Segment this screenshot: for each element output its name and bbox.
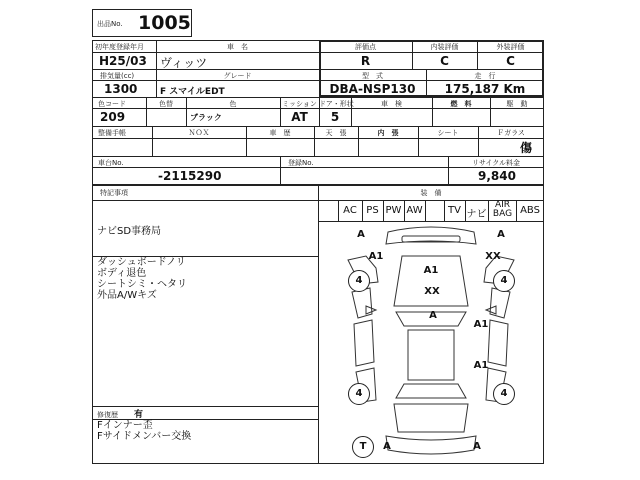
- score-value: R: [360, 54, 371, 68]
- lot-number-value: 1005: [138, 12, 191, 34]
- exterior-score-label: 外装評価: [496, 43, 525, 51]
- displacement-label: 排気量(cc): [100, 72, 135, 80]
- color-value: ブラック: [190, 113, 222, 122]
- maintenance-label: 整備手帳: [98, 129, 126, 137]
- mark-fender-left: A1: [368, 251, 384, 262]
- color-change-label: 色替: [159, 100, 173, 108]
- equipment-ac: AC: [343, 205, 357, 216]
- drive-label: 駆 動: [506, 100, 528, 108]
- inspection-label: 車 検: [381, 100, 402, 108]
- equipment-navi: ナビ: [466, 209, 487, 220]
- displacement-value: 1300: [104, 82, 138, 96]
- car-name-label: 車 名: [227, 43, 248, 51]
- mission-value: AT: [291, 110, 308, 124]
- color-code-label: 色コード: [98, 100, 126, 108]
- repair-detail-list: [97, 420, 191, 442]
- seat-label: シート: [437, 129, 459, 137]
- note-line: ダッシュボードノリ: [97, 257, 186, 268]
- registration-label: 登録No.: [288, 159, 314, 167]
- color-code-value: 209: [100, 110, 126, 124]
- mark-rear-right: A: [473, 441, 481, 452]
- equipment-pw: PW: [385, 205, 402, 216]
- tire-rear-left: 4: [348, 383, 370, 405]
- car-name-value: ヴィッツ: [160, 56, 208, 70]
- mark-hood-a1: A1: [423, 265, 439, 276]
- spare-tire: T: [352, 436, 374, 458]
- equipment-abs: ABS: [520, 205, 540, 216]
- note-line: 外品A/Wキズ: [97, 290, 157, 301]
- mileage-label: 走 行: [474, 72, 496, 80]
- grade-value: F スマイルEDT: [160, 87, 225, 97]
- equipment-tv: TV: [448, 205, 461, 216]
- tire-rear-right: 4: [493, 383, 515, 405]
- color-label: 色: [229, 100, 237, 108]
- score-label: 評価点: [355, 43, 376, 51]
- exterior-score-value: C: [506, 54, 515, 68]
- tire-front-left: 4: [348, 270, 370, 292]
- note-navi: ナビSD事務局: [97, 226, 162, 237]
- mark-front-left: A: [357, 229, 365, 240]
- door-label: ドア・形状: [319, 100, 354, 108]
- special-notes-label: 特記事項: [100, 189, 128, 197]
- model-value: DBA-NSP130: [329, 82, 416, 96]
- equipment-label: 装 備: [420, 189, 442, 197]
- nox-label: ＮＯＸ: [188, 129, 210, 137]
- mark-hood-xx: XX: [424, 286, 440, 297]
- mileage-value: 175,187 Km: [444, 82, 526, 96]
- year-label: 初年度登録年月: [95, 43, 144, 51]
- mark-rear-left: A: [383, 441, 391, 452]
- car-diagram: [318, 222, 544, 464]
- repair-history-label: 修復歴: [97, 411, 118, 419]
- mark-front-right: A: [497, 229, 505, 240]
- mission-label: ミッション: [282, 100, 317, 108]
- equipment-airbag: AIR BAG: [492, 200, 513, 219]
- recycle-value: 9,840: [478, 169, 516, 183]
- mark-door-right-rear: A1: [473, 360, 489, 371]
- mark-fender-right: XX: [485, 251, 501, 262]
- repair-line: Fサイドメンバー交換: [97, 431, 192, 442]
- door-value: 5: [330, 110, 340, 124]
- note-condition-list: [97, 257, 187, 301]
- grade-label: グレード: [223, 72, 252, 80]
- repair-line: Fインナー歪: [97, 420, 153, 431]
- chassis-label: 車台No.: [98, 159, 124, 167]
- lot-number-label: 出品No.: [97, 20, 123, 28]
- equipment-ps: PS: [366, 205, 379, 216]
- front-glass-label: Ｆガラス: [497, 129, 525, 137]
- mark-door-right-front: A1: [473, 319, 489, 330]
- note-line: ボディ退色: [97, 268, 147, 279]
- history-label: 車 歴: [269, 129, 291, 137]
- interior-trim-label: 内 張: [377, 129, 399, 137]
- interior-score-value: C: [440, 54, 449, 68]
- sunroof-label: 天 張: [325, 129, 347, 137]
- interior-score-label: 内装評価: [430, 43, 459, 51]
- repair-history-value: 有: [134, 410, 144, 420]
- equipment-aw: AW: [406, 205, 423, 216]
- year-value: H25/03: [99, 54, 147, 68]
- lot-number-box: [92, 9, 192, 37]
- model-label: 型 式: [362, 72, 383, 80]
- fuel-label: 燃 料: [450, 100, 472, 108]
- note-line: シートシミ・ヘタリ: [97, 279, 187, 290]
- tire-front-right: 4: [493, 270, 515, 292]
- mark-roof: A: [429, 310, 437, 321]
- recycle-label: リサイクル料金: [471, 159, 521, 167]
- front-glass-value: 傷: [520, 141, 533, 155]
- chassis-value: -2115290: [158, 169, 222, 183]
